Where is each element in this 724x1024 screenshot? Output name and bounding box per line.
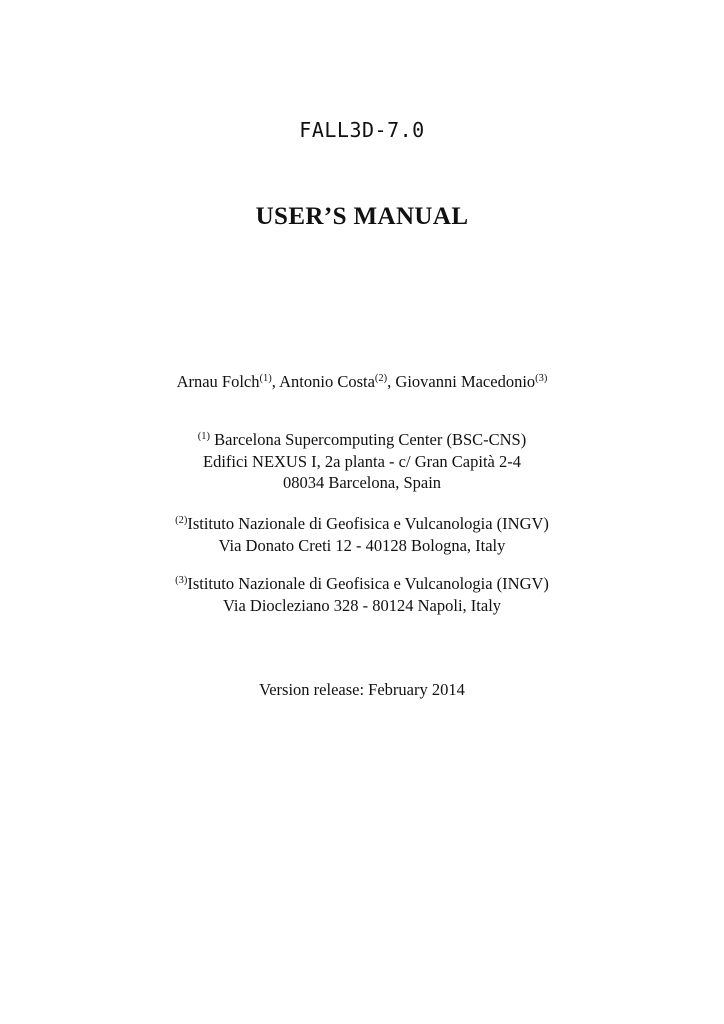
author-name: Giovanni Macedonio [395, 372, 536, 391]
manual-title: USER’S MANUAL [255, 203, 469, 230]
affiliation-3 [0, 573, 724, 616]
affiliation-text: Istituto Nazionale di Geofisica e Vulcanologia (INGV) [187, 514, 549, 533]
affiliation-2 [0, 513, 724, 556]
author-affiliation-mark: (2) [374, 373, 388, 384]
software-title: FALL3D-7.0 [299, 118, 425, 142]
author-separator: , [271, 372, 280, 391]
affiliation-line [0, 513, 724, 535]
author-affiliation-mark: (3) [535, 373, 548, 384]
affiliation-1 [0, 429, 724, 494]
affiliation-mark: (1) [197, 431, 211, 442]
author-separator: , [387, 372, 396, 391]
author-list [0, 372, 724, 392]
affiliation-mark: (2) [175, 515, 188, 526]
affiliation-line: 08034 Barcelona, Spain [282, 473, 442, 492]
affiliation-text: Barcelona Supercomputing Center (BSC-CNS) [214, 430, 527, 449]
affiliation-line: Via Donato Creti 12 - 40128 Bologna, Italy [218, 535, 506, 555]
affiliation-line [0, 573, 724, 595]
author-name: Arnau Folch [176, 372, 260, 391]
author-affiliation-mark: (1) [259, 373, 272, 384]
affiliation-text: Istituto Nazionale di Geofisica e Vulcanologia (INGV) [187, 574, 549, 593]
affiliation-mark: (3) [175, 575, 188, 586]
affiliation-line: Via Diocleziano 328 - 80124 Napoli, Italy [222, 595, 502, 615]
version-release: Version release: February 2014 [259, 680, 465, 699]
affiliation-line: Edifici NEXUS I, 2a planta - c/ Gran Capità 2-4 [203, 451, 521, 471]
author-name: Antonio Costa [279, 372, 375, 391]
affiliation-line [0, 429, 724, 451]
